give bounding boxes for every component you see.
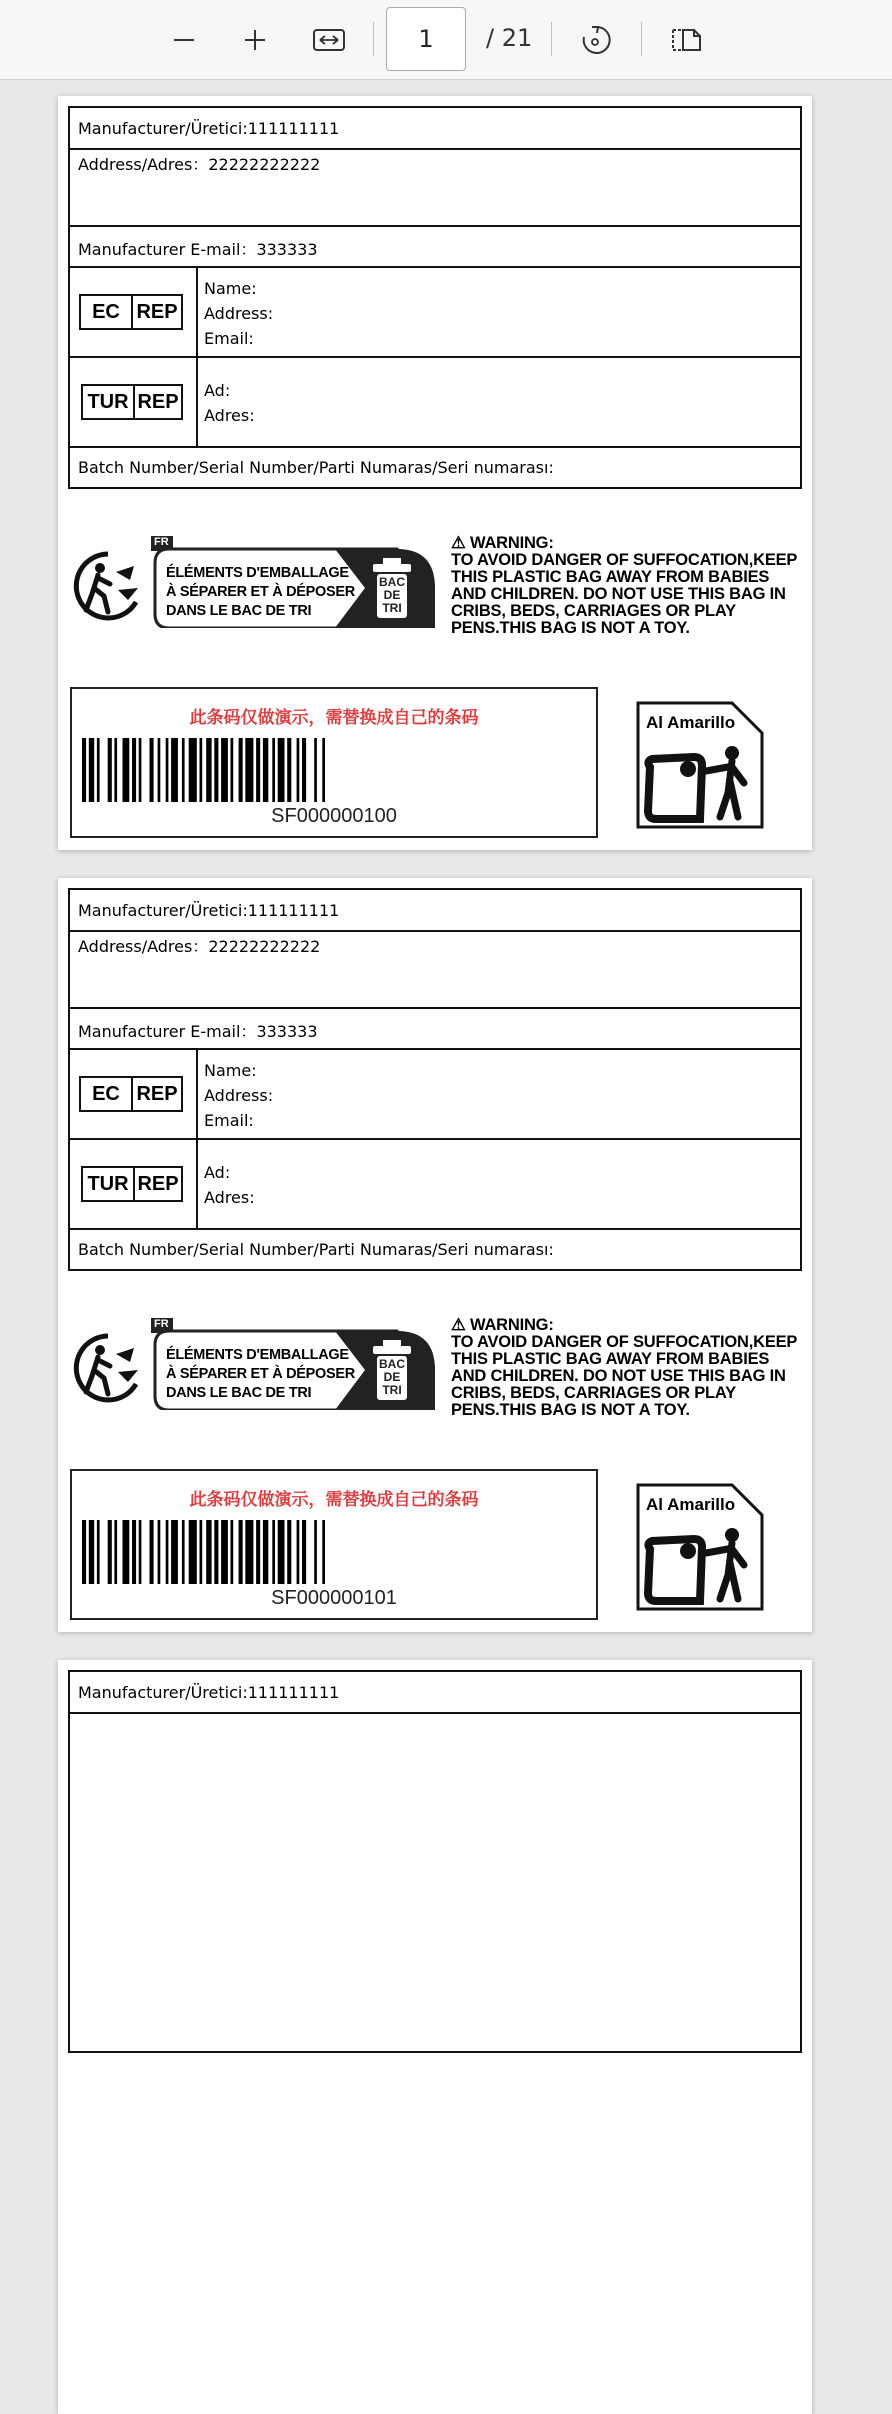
barcode-bar bbox=[171, 738, 178, 802]
triman-sorting-label bbox=[151, 1318, 435, 1410]
toolbar-divider bbox=[373, 22, 374, 56]
barcode-bar bbox=[322, 738, 325, 802]
barcode-bar bbox=[297, 1520, 300, 1584]
barcode-bar bbox=[322, 1520, 325, 1584]
bac-line: DE bbox=[383, 1370, 401, 1384]
tur-rep-details bbox=[204, 378, 255, 428]
triman-recycle-icon bbox=[72, 1332, 144, 1404]
ec-label: EC bbox=[92, 1082, 120, 1105]
name-field-label: Name: bbox=[204, 1061, 257, 1080]
bac-line: BAC bbox=[379, 575, 405, 589]
age-label: Al Amarillo bbox=[646, 713, 736, 732]
manufacturer-text: Manufacturer/Üretici:111111111 bbox=[78, 119, 340, 138]
page-number-input[interactable] bbox=[386, 7, 466, 71]
pdf-page bbox=[58, 96, 812, 850]
ad-field-label: Ad: bbox=[204, 381, 231, 400]
barcode-bar bbox=[82, 1520, 86, 1584]
triman-line: À SÉPARER ET À DÉPOSER bbox=[166, 584, 355, 600]
warning-line: TO AVOID DANGER OF SUFFOCATION,KEEP bbox=[451, 1333, 798, 1351]
barcode-bar bbox=[114, 738, 117, 802]
manufacturer-text: Manufacturer/Üretici:111111111 bbox=[78, 1683, 340, 1702]
barcode-bar bbox=[256, 738, 260, 802]
triman-line: ÉLÉMENTS D'EMBALLAGE bbox=[166, 1347, 349, 1363]
barcode-bar bbox=[182, 738, 185, 802]
email-field-label: Email: bbox=[204, 1111, 254, 1130]
barcode-bar bbox=[263, 1520, 268, 1584]
barcode-bar bbox=[239, 1520, 243, 1584]
barcode-bar bbox=[158, 738, 161, 802]
barcode-bar bbox=[89, 1520, 94, 1584]
tur-rep-row bbox=[70, 1140, 800, 1230]
tur-rep-row bbox=[70, 358, 800, 448]
barcode-bar bbox=[139, 1520, 142, 1584]
barcode-bar bbox=[200, 1520, 203, 1584]
barcode-bar bbox=[171, 1520, 178, 1584]
address-field-label: Address: bbox=[204, 1086, 274, 1105]
age-label: Al Amarillo bbox=[646, 1495, 736, 1514]
barcode-bar bbox=[302, 1520, 306, 1584]
rep-label: REP bbox=[131, 296, 181, 328]
barcode-bars bbox=[82, 1520, 588, 1584]
barcode-bar bbox=[206, 1520, 211, 1584]
barcode-box bbox=[70, 1469, 598, 1620]
suffocation-warning bbox=[451, 1317, 801, 1419]
barcode-bar bbox=[231, 738, 234, 802]
barcode-bar bbox=[82, 738, 86, 802]
adres-field-label: Adres: bbox=[204, 1188, 255, 1207]
barcode-bar bbox=[166, 738, 169, 802]
barcode-bar bbox=[123, 1520, 130, 1584]
triman-recycle-icon bbox=[72, 550, 144, 622]
email-text: Manufacturer E-mail：333333 bbox=[78, 240, 318, 259]
bac-de-tri-label bbox=[377, 1358, 407, 1397]
warning-line: PENS.THIS BAG IS NOT A TOY. bbox=[451, 619, 690, 637]
ec-rep-row bbox=[70, 1050, 800, 1140]
barcode-bar bbox=[287, 1520, 291, 1584]
ec-rep-details bbox=[204, 1058, 273, 1133]
fr-label: FR bbox=[154, 1318, 169, 1330]
label-info-table bbox=[68, 106, 802, 489]
barcode-bar bbox=[166, 1520, 169, 1584]
address-field-label: Address: bbox=[204, 304, 274, 323]
warning-title: ⚠ WARNING: bbox=[451, 534, 554, 552]
barcode-bar bbox=[182, 1520, 185, 1584]
barcode-bar bbox=[189, 738, 197, 802]
zoom-in-icon[interactable] bbox=[231, 16, 279, 64]
barcode-bar bbox=[108, 1520, 112, 1584]
warning-line: AND CHILDREN. DO NOT USE THIS BAG IN bbox=[451, 1367, 786, 1385]
barcode-bar bbox=[150, 1520, 154, 1584]
label-info-table bbox=[68, 888, 802, 1271]
barcode-bar bbox=[150, 738, 154, 802]
barcode-bar bbox=[278, 1520, 285, 1584]
barcode-bar bbox=[221, 1520, 228, 1584]
tur-rep-details bbox=[204, 1160, 255, 1210]
tur-rep-symbol bbox=[81, 1166, 183, 1202]
barcode-bar bbox=[158, 1520, 161, 1584]
bac-line: TRI bbox=[382, 1383, 402, 1397]
tur-label: TUR bbox=[87, 390, 129, 413]
adres-field-label: Adres: bbox=[204, 406, 255, 425]
tur-label: TUR bbox=[87, 1172, 129, 1195]
ec-rep-symbol bbox=[79, 1076, 183, 1112]
address-row bbox=[70, 932, 800, 1009]
warning-line: THIS PLASTIC BAG AWAY FROM BABIES bbox=[451, 1350, 770, 1368]
rotate-icon[interactable] bbox=[571, 16, 619, 64]
barcode-bar bbox=[231, 1520, 234, 1584]
batch-text: Batch Number/Serial Number/Parti Numaras/Seri numarası: bbox=[78, 458, 554, 477]
barcode-bar bbox=[189, 1520, 197, 1584]
batch-row bbox=[70, 1230, 800, 1271]
barcode-note: 此条码仅做演示，需替换成自己的条码 bbox=[189, 1490, 479, 1510]
barcode-number: SF000000101 bbox=[271, 1587, 397, 1609]
barcode-bar bbox=[200, 738, 203, 802]
toolbar-divider bbox=[641, 22, 642, 56]
barcode-box bbox=[70, 687, 598, 838]
pdf-page bbox=[58, 878, 812, 1632]
triman-line: DANS LE BAC DE TRI bbox=[166, 1385, 312, 1401]
manufacturer-text: Manufacturer/Üretici:111111111 bbox=[78, 901, 340, 920]
barcode-bar bbox=[245, 738, 253, 802]
barcode-number: SF000000100 bbox=[271, 805, 397, 827]
barcode-bar bbox=[314, 738, 317, 802]
address-row bbox=[70, 150, 800, 227]
barcode-bar bbox=[132, 1520, 136, 1584]
barcode-bar bbox=[272, 738, 275, 802]
bac-line: DE bbox=[383, 588, 401, 602]
rep-label: REP bbox=[131, 1078, 181, 1110]
label-info-table bbox=[68, 1670, 802, 2053]
barcode-bar bbox=[239, 738, 243, 802]
barcode-bar bbox=[97, 738, 100, 802]
two-page-view-icon[interactable] bbox=[662, 16, 710, 64]
triman-text bbox=[166, 1346, 355, 1403]
barcode-bar bbox=[139, 738, 142, 802]
suffocation-warning bbox=[451, 535, 801, 637]
page-total-label: / 21 bbox=[486, 24, 533, 52]
barcode-bar bbox=[108, 738, 112, 802]
zoom-out-icon[interactable] bbox=[160, 16, 208, 64]
manufacturer-row bbox=[70, 890, 800, 932]
ad-field-label: Ad: bbox=[204, 1163, 231, 1182]
warning-line: THIS PLASTIC BAG AWAY FROM BABIES bbox=[451, 568, 770, 586]
email-text: Manufacturer E-mail：333333 bbox=[78, 1022, 318, 1041]
barcode-bar bbox=[206, 738, 211, 802]
tur-rep-symbol-cell bbox=[70, 358, 198, 446]
barcode-bar bbox=[89, 738, 94, 802]
ec-rep-details bbox=[204, 276, 273, 351]
triman-text bbox=[166, 564, 355, 621]
barcode-bar bbox=[123, 738, 130, 802]
bac-de-tri-label bbox=[377, 576, 407, 615]
fit-width-icon[interactable] bbox=[305, 16, 353, 64]
barcode-bar bbox=[302, 738, 306, 802]
barcode-bar bbox=[263, 738, 268, 802]
bac-line: BAC bbox=[379, 1357, 405, 1371]
address-text: Address/Adres：22222222222 bbox=[78, 155, 321, 174]
ec-rep-symbol-cell bbox=[70, 268, 198, 356]
pdf-page bbox=[58, 1660, 812, 2414]
barcode-bar bbox=[114, 1520, 117, 1584]
barcode-bar bbox=[245, 1520, 253, 1584]
batch-text: Batch Number/Serial Number/Parti Numaras/Seri numarası: bbox=[78, 1240, 554, 1259]
email-row bbox=[70, 227, 800, 268]
barcode-bar bbox=[278, 738, 285, 802]
warning-line: AND CHILDREN. DO NOT USE THIS BAG IN bbox=[451, 585, 786, 603]
barcode-bar bbox=[297, 738, 300, 802]
warning-line: TO AVOID DANGER OF SUFFOCATION,KEEP bbox=[451, 551, 798, 569]
barcode-bar bbox=[97, 1520, 100, 1584]
tur-rep-symbol bbox=[81, 384, 183, 420]
ec-label: EC bbox=[92, 300, 120, 323]
address-text: Address/Adres：22222222222 bbox=[78, 937, 321, 956]
ec-rep-symbol-cell bbox=[70, 1050, 198, 1138]
pdf-toolbar bbox=[0, 0, 892, 80]
email-row bbox=[70, 1009, 800, 1050]
rep-label: REP bbox=[133, 1168, 181, 1200]
toolbar-divider bbox=[551, 22, 552, 56]
ec-rep-row bbox=[70, 268, 800, 358]
ec-rep-symbol bbox=[79, 294, 183, 330]
barcode-bar bbox=[314, 1520, 317, 1584]
warning-title: ⚠ WARNING: bbox=[451, 1316, 554, 1334]
warning-line: CRIBS, BEDS, CARRIAGES OR PLAY bbox=[451, 602, 736, 620]
triman-line: ÉLÉMENTS D'EMBALLAGE bbox=[166, 565, 349, 581]
bac-line: TRI bbox=[382, 601, 402, 615]
barcode-bar bbox=[214, 1520, 218, 1584]
barcode-bar bbox=[272, 1520, 275, 1584]
rep-label: REP bbox=[133, 386, 181, 418]
name-field-label: Name: bbox=[204, 279, 257, 298]
barcode-note: 此条码仅做演示，需替换成自己的条码 bbox=[189, 708, 479, 728]
email-field-label: Email: bbox=[204, 329, 254, 348]
warning-line: PENS.THIS BAG IS NOT A TOY. bbox=[451, 1401, 690, 1419]
tur-rep-symbol-cell bbox=[70, 1140, 198, 1228]
barcode-bar bbox=[256, 1520, 260, 1584]
barcode-bar bbox=[221, 738, 228, 802]
manufacturer-row bbox=[70, 108, 800, 150]
barcode-bar bbox=[214, 738, 218, 802]
warning-line: CRIBS, BEDS, CARRIAGES OR PLAY bbox=[451, 1384, 736, 1402]
triman-line: À SÉPARER ET À DÉPOSER bbox=[166, 1366, 355, 1382]
batch-row bbox=[70, 448, 800, 489]
fr-label: FR bbox=[154, 536, 169, 548]
barcode-bar bbox=[287, 738, 291, 802]
barcode-bars bbox=[82, 738, 588, 802]
triman-line: DANS LE BAC DE TRI bbox=[166, 603, 312, 619]
barcode-bar bbox=[132, 738, 136, 802]
triman-sorting-label bbox=[151, 536, 435, 628]
manufacturer-row bbox=[70, 1672, 800, 1714]
